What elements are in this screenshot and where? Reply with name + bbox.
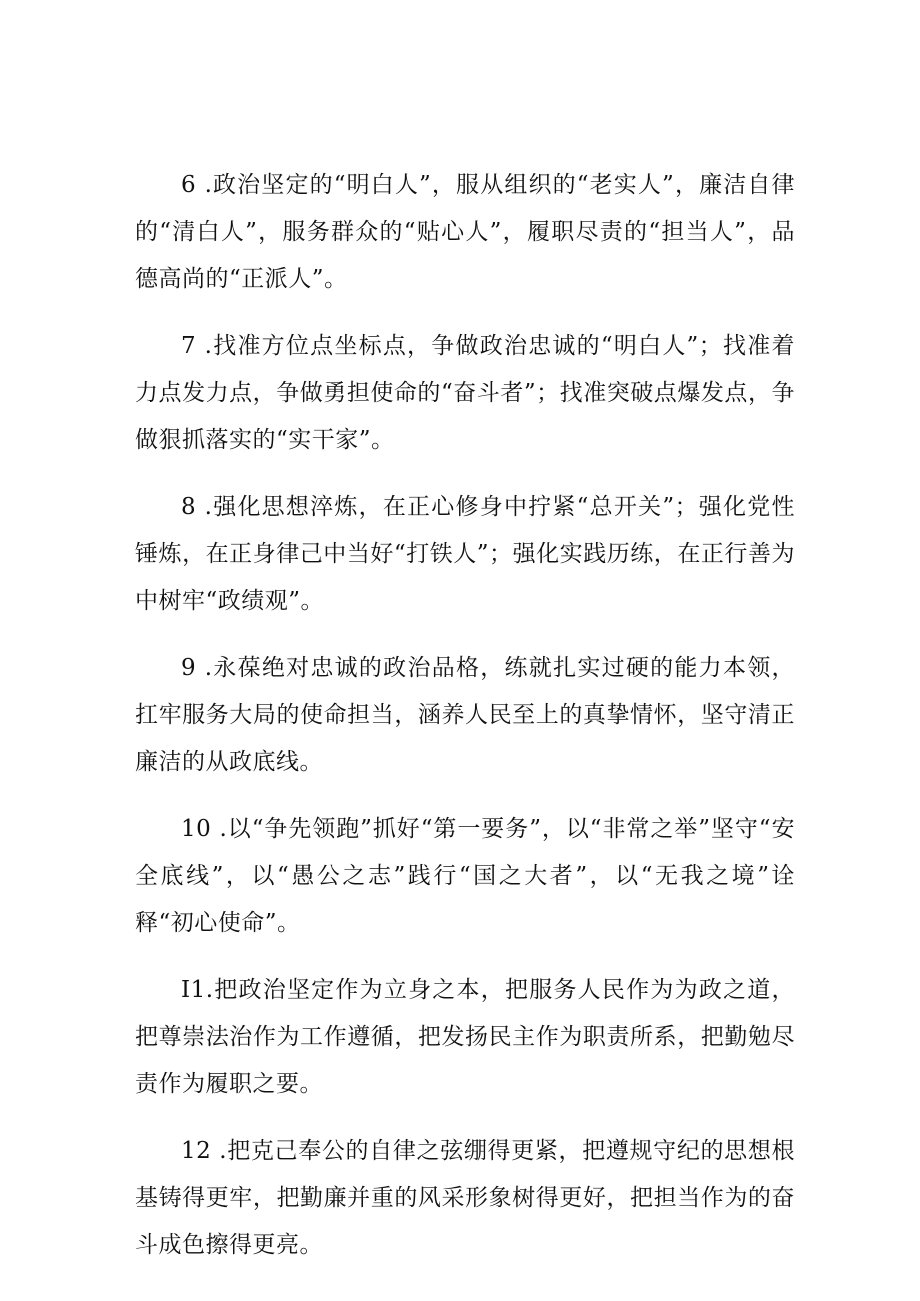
- paragraph-10: 10 .以“争先领跑”抓好“第一要务”，以“非常之举”坚守“安全底线”，以“愚公之志”践行“国之大者”，以“无我之境”诠释“初心使命”。: [135, 816, 795, 936]
- paragraph-11: I1.把政治坚定作为立身之本，把服务人民作为为政之道，把尊崇法治作为工作遵循，把发扬民主作为职责所系，把勤勉尽责作为履职之要。: [135, 977, 795, 1097]
- paragraph-7: 7 .找准方位点坐标点，争做政治忠诚的“明白人”；找准着力点发力点，争做勇担使命的“奋斗者”；找准突破点爆发点，争做狠抓落实的“实干家”。: [135, 333, 795, 453]
- paragraph-8: 8 .强化思想淬炼，在正心修身中拧紧“总开关”；强化党性锤炼，在正身律己中当好“打铁人”；强化实践历练，在正行善为中树牢“政绩观”。: [135, 494, 795, 614]
- paragraph-9: 9 .永葆绝对忠诚的政治品格，练就扎实过硬的能力本领，扛牢服务大局的使命担当，涵养人民至上的真挚情怀，坚守清正廉洁的从政底线。: [135, 655, 795, 775]
- document-body: [135, 162, 795, 1289]
- paragraph-12: 12 .把克己奉公的自律之弦绷得更紧，把遵规守纪的思想根基铸得更牢，把勤廉并重的风采形象树得更好，把担当作为的奋斗成色擦得更亮。: [135, 1138, 795, 1258]
- paragraph-6: 6 .政治坚定的“明白人”，服从组织的“老实人”，廉洁自律的“清白人”，服务群众的“贴心人”，履职尽责的“担当人”，品德高尚的“正派人”。: [135, 172, 795, 292]
